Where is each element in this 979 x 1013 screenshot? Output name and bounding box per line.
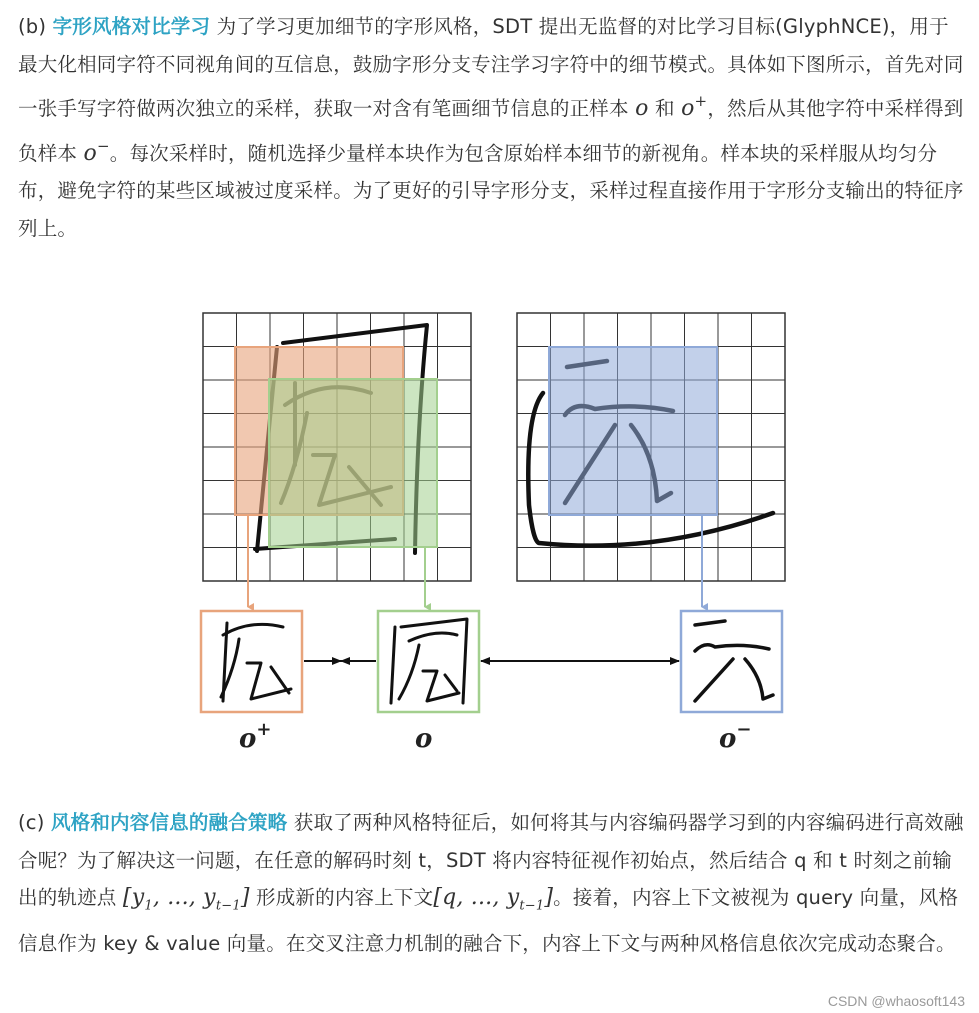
symbol-o-minus: o− xyxy=(83,136,110,166)
section-c-text-1: 获取了两种风格特征后，如何将其与内容编码器学习到的内容编码进行高效融合呢？为了解决这一问题，在任意的解码时刻 t，SDT 将内容特征视作初始点，然后结合 q 和 t 时刻之前输出的轨迹点 xyxy=(18,811,964,909)
label-o-plus: o+ xyxy=(239,719,272,754)
glyphnce-sampling-figure xyxy=(195,305,795,755)
math-trajectory: [$y_1$, ..., $y_{t-1}$] xyxy=(122,885,250,914)
patch-blue-negative xyxy=(549,347,717,515)
label-o-minus: o− xyxy=(719,719,752,754)
section-b-text-2: 和 xyxy=(654,97,675,120)
section-b-text-3: ，然后从其他字符中采样得到负样本 xyxy=(18,97,964,165)
section-b-label: (b) xyxy=(18,15,47,38)
csdn-watermark: CSDN @whaosoft143 xyxy=(827,993,965,1009)
section-c-heading: 风格和内容信息的融合策略 xyxy=(50,811,288,834)
section-b-text-1: 为了学习更加细节的字形风格，SDT 提出无监督的对比学习目标(GlyphNCE)，用于最大化相同字符不同视角间的互信息，鼓励字形分支专注学习字符中的细节模式。具体如下图所示，首先对同一张手写字符做两次独立的采样，获取一对含有笔画细节信息的正样本 xyxy=(18,15,964,120)
section-b-heading: 字形风格对比学习 xyxy=(52,15,211,38)
section-b-text-4: 。每次采样时，随机选择少量样本块作为包含原始样本细节的新视角。样本块的采样服从均匀分布，避免字符的某些区域被过度采样。为了更好的引导字形分支，采样过程直接作用于字形分支输出的特征序列上。 xyxy=(18,141,964,240)
patch-positive-sample xyxy=(201,611,302,712)
math-context: [q, ..., $y_{t-1}$] xyxy=(433,885,554,914)
patch-anchor-sample xyxy=(378,611,479,712)
patch-green-anchor xyxy=(269,379,437,547)
section-c-label: (c) xyxy=(18,811,45,834)
section-c-paragraph xyxy=(18,804,968,962)
symbol-o: o xyxy=(635,96,649,121)
section-c-text-3: 。接着，内容上下文被视为 query 向量，风格信息作为 key & value 向量。在交叉注意力机制的融合下，内容上下文与两种风格信息依次完成动态聚合。 xyxy=(18,886,959,955)
section-b-paragraph xyxy=(18,8,968,247)
section-c-text-2: 形成新的内容上下文 xyxy=(256,886,434,909)
symbol-o-plus: o+ xyxy=(681,92,708,121)
label-o: o xyxy=(415,724,433,754)
patch-negative-sample xyxy=(681,611,782,712)
